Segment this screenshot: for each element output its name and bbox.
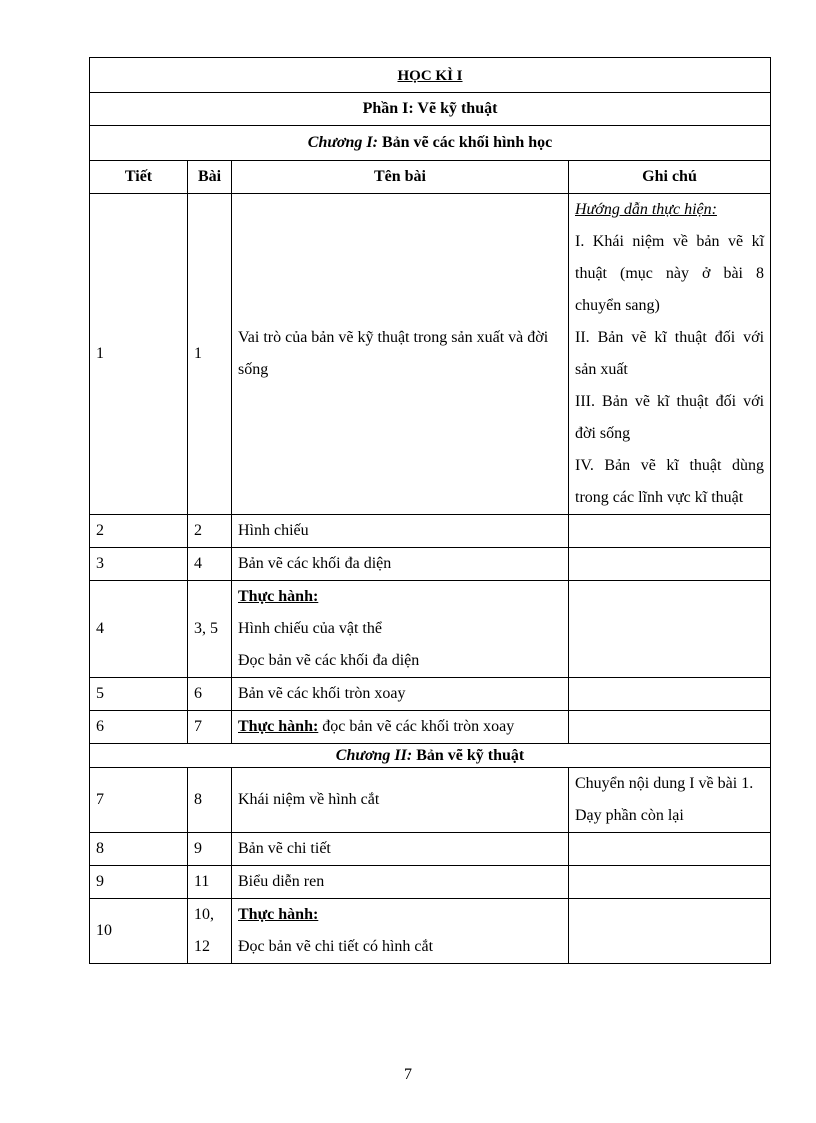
- bai-cell: 3, 5: [188, 581, 232, 678]
- chapter-1-label: Chương I:: [307, 134, 378, 151]
- lesson-text: đọc bản vẽ các khối tròn xoay: [322, 718, 515, 735]
- col-bai-header: Bài: [188, 161, 232, 194]
- ghi-chu-cell: [569, 515, 771, 548]
- ghi-chu-cell: [569, 548, 771, 581]
- chapter-1-title: Bản vẽ các khối hình học: [381, 134, 553, 151]
- tiet-cell: 2: [90, 515, 188, 548]
- ten-bai-cell: Vai trò của bản vẽ kỹ thuật trong sản xuất và đời sống: [232, 194, 569, 515]
- table-row: [90, 768, 771, 833]
- ten-bai-cell: Bản vẽ các khối đa diện: [232, 548, 569, 581]
- table-row: [90, 711, 771, 744]
- page-number: 7: [404, 1066, 412, 1083]
- bai-cell: 7: [188, 711, 232, 744]
- table-row: [90, 548, 771, 581]
- bai-cell: [188, 899, 232, 964]
- tiet-cell: 5: [90, 678, 188, 711]
- note-title: Hướng dẫn thực hiện:: [575, 201, 717, 218]
- table-row: [90, 833, 771, 866]
- ghi-chu-cell: [569, 581, 771, 678]
- ten-bai-cell: [232, 581, 569, 678]
- practice-label: Thực hành:: [238, 718, 319, 735]
- bai-cell: 8: [188, 768, 232, 833]
- bai-line: 12: [194, 938, 210, 955]
- ghi-chu-cell: [569, 833, 771, 866]
- column-header-row: [90, 161, 771, 194]
- note-line: III. Bản vẽ kĩ thuật đối với đời sống: [575, 393, 765, 442]
- table-row: [90, 581, 771, 678]
- chapter-2-row: [90, 744, 771, 768]
- tiet-cell: 8: [90, 833, 188, 866]
- col-ten-bai-header: Tên bài: [232, 161, 569, 194]
- ghi-chu-cell: [569, 678, 771, 711]
- tiet-cell: 10: [90, 899, 188, 964]
- tiet-cell: 3: [90, 548, 188, 581]
- header-part-row: [90, 93, 771, 126]
- ten-bai-cell: Khái niệm về hình cắt: [232, 768, 569, 833]
- bai-cell: 9: [188, 833, 232, 866]
- bai-cell: 11: [188, 866, 232, 899]
- table-row: [90, 194, 771, 515]
- ten-bai-cell: Biểu diễn ren: [232, 866, 569, 899]
- ghi-chu-cell: [569, 768, 771, 833]
- chapter-1-row: [90, 126, 771, 161]
- note-line: IV. Bản vẽ kĩ thuật dùng trong các lĩnh vực kĩ thuật: [575, 457, 765, 506]
- bai-line: 10,: [194, 906, 214, 923]
- note-line: I. Khái niệm về bản vẽ kĩ thuật (mục này ở bài 8 chuyển sang): [575, 233, 765, 314]
- ten-bai-cell: Bản vẽ các khối tròn xoay: [232, 678, 569, 711]
- lesson-line: Đọc bản vẽ các khối đa diện: [238, 652, 420, 669]
- part-title: Phần I: Vẽ kỹ thuật: [90, 93, 771, 126]
- practice-label: Thực hành:: [238, 588, 319, 605]
- ten-bai-cell: Bản vẽ chi tiết: [232, 833, 569, 866]
- ten-bai-cell: [232, 899, 569, 964]
- ghi-chu-cell: [569, 899, 771, 964]
- lesson-line: Đọc bản vẽ chi tiết có hình cắt: [238, 938, 434, 955]
- ghi-chu-cell: [569, 866, 771, 899]
- tiet-cell: 1: [90, 194, 188, 515]
- table-row: [90, 899, 771, 964]
- practice-label: Thực hành:: [238, 906, 319, 923]
- bai-cell: 1: [188, 194, 232, 515]
- ten-bai-cell: Hình chiếu: [232, 515, 569, 548]
- note-line: Chuyển nội dung I về bài 1.: [575, 775, 754, 792]
- curriculum-table: [89, 57, 771, 964]
- semester-title: HỌC KÌ I: [397, 68, 463, 84]
- bai-cell: 6: [188, 678, 232, 711]
- table-row: [90, 515, 771, 548]
- table-row: [90, 678, 771, 711]
- header-semester-row: [90, 58, 771, 93]
- ghi-chu-cell: [569, 194, 771, 515]
- note-line: Dạy phần còn lại: [575, 807, 684, 824]
- bai-cell: 4: [188, 548, 232, 581]
- note-line: II. Bản vẽ kĩ thuật đối với sản xuất: [575, 329, 765, 378]
- col-tiet-header: Tiết: [90, 161, 188, 194]
- tiet-cell: 6: [90, 711, 188, 744]
- chapter-2-title: Bản vẽ kỹ thuật: [416, 747, 525, 764]
- chapter-2-label: Chương II:: [335, 747, 413, 764]
- ten-bai-cell: [232, 711, 569, 744]
- tiet-cell: 9: [90, 866, 188, 899]
- table-row: [90, 866, 771, 899]
- tiet-cell: 4: [90, 581, 188, 678]
- col-ghi-chu-header: Ghi chú: [569, 161, 771, 194]
- bai-cell: 2: [188, 515, 232, 548]
- ghi-chu-cell: [569, 711, 771, 744]
- lesson-line: Hình chiếu của vật thể: [238, 620, 382, 637]
- curriculum-page: [89, 57, 770, 964]
- tiet-cell: 7: [90, 768, 188, 833]
